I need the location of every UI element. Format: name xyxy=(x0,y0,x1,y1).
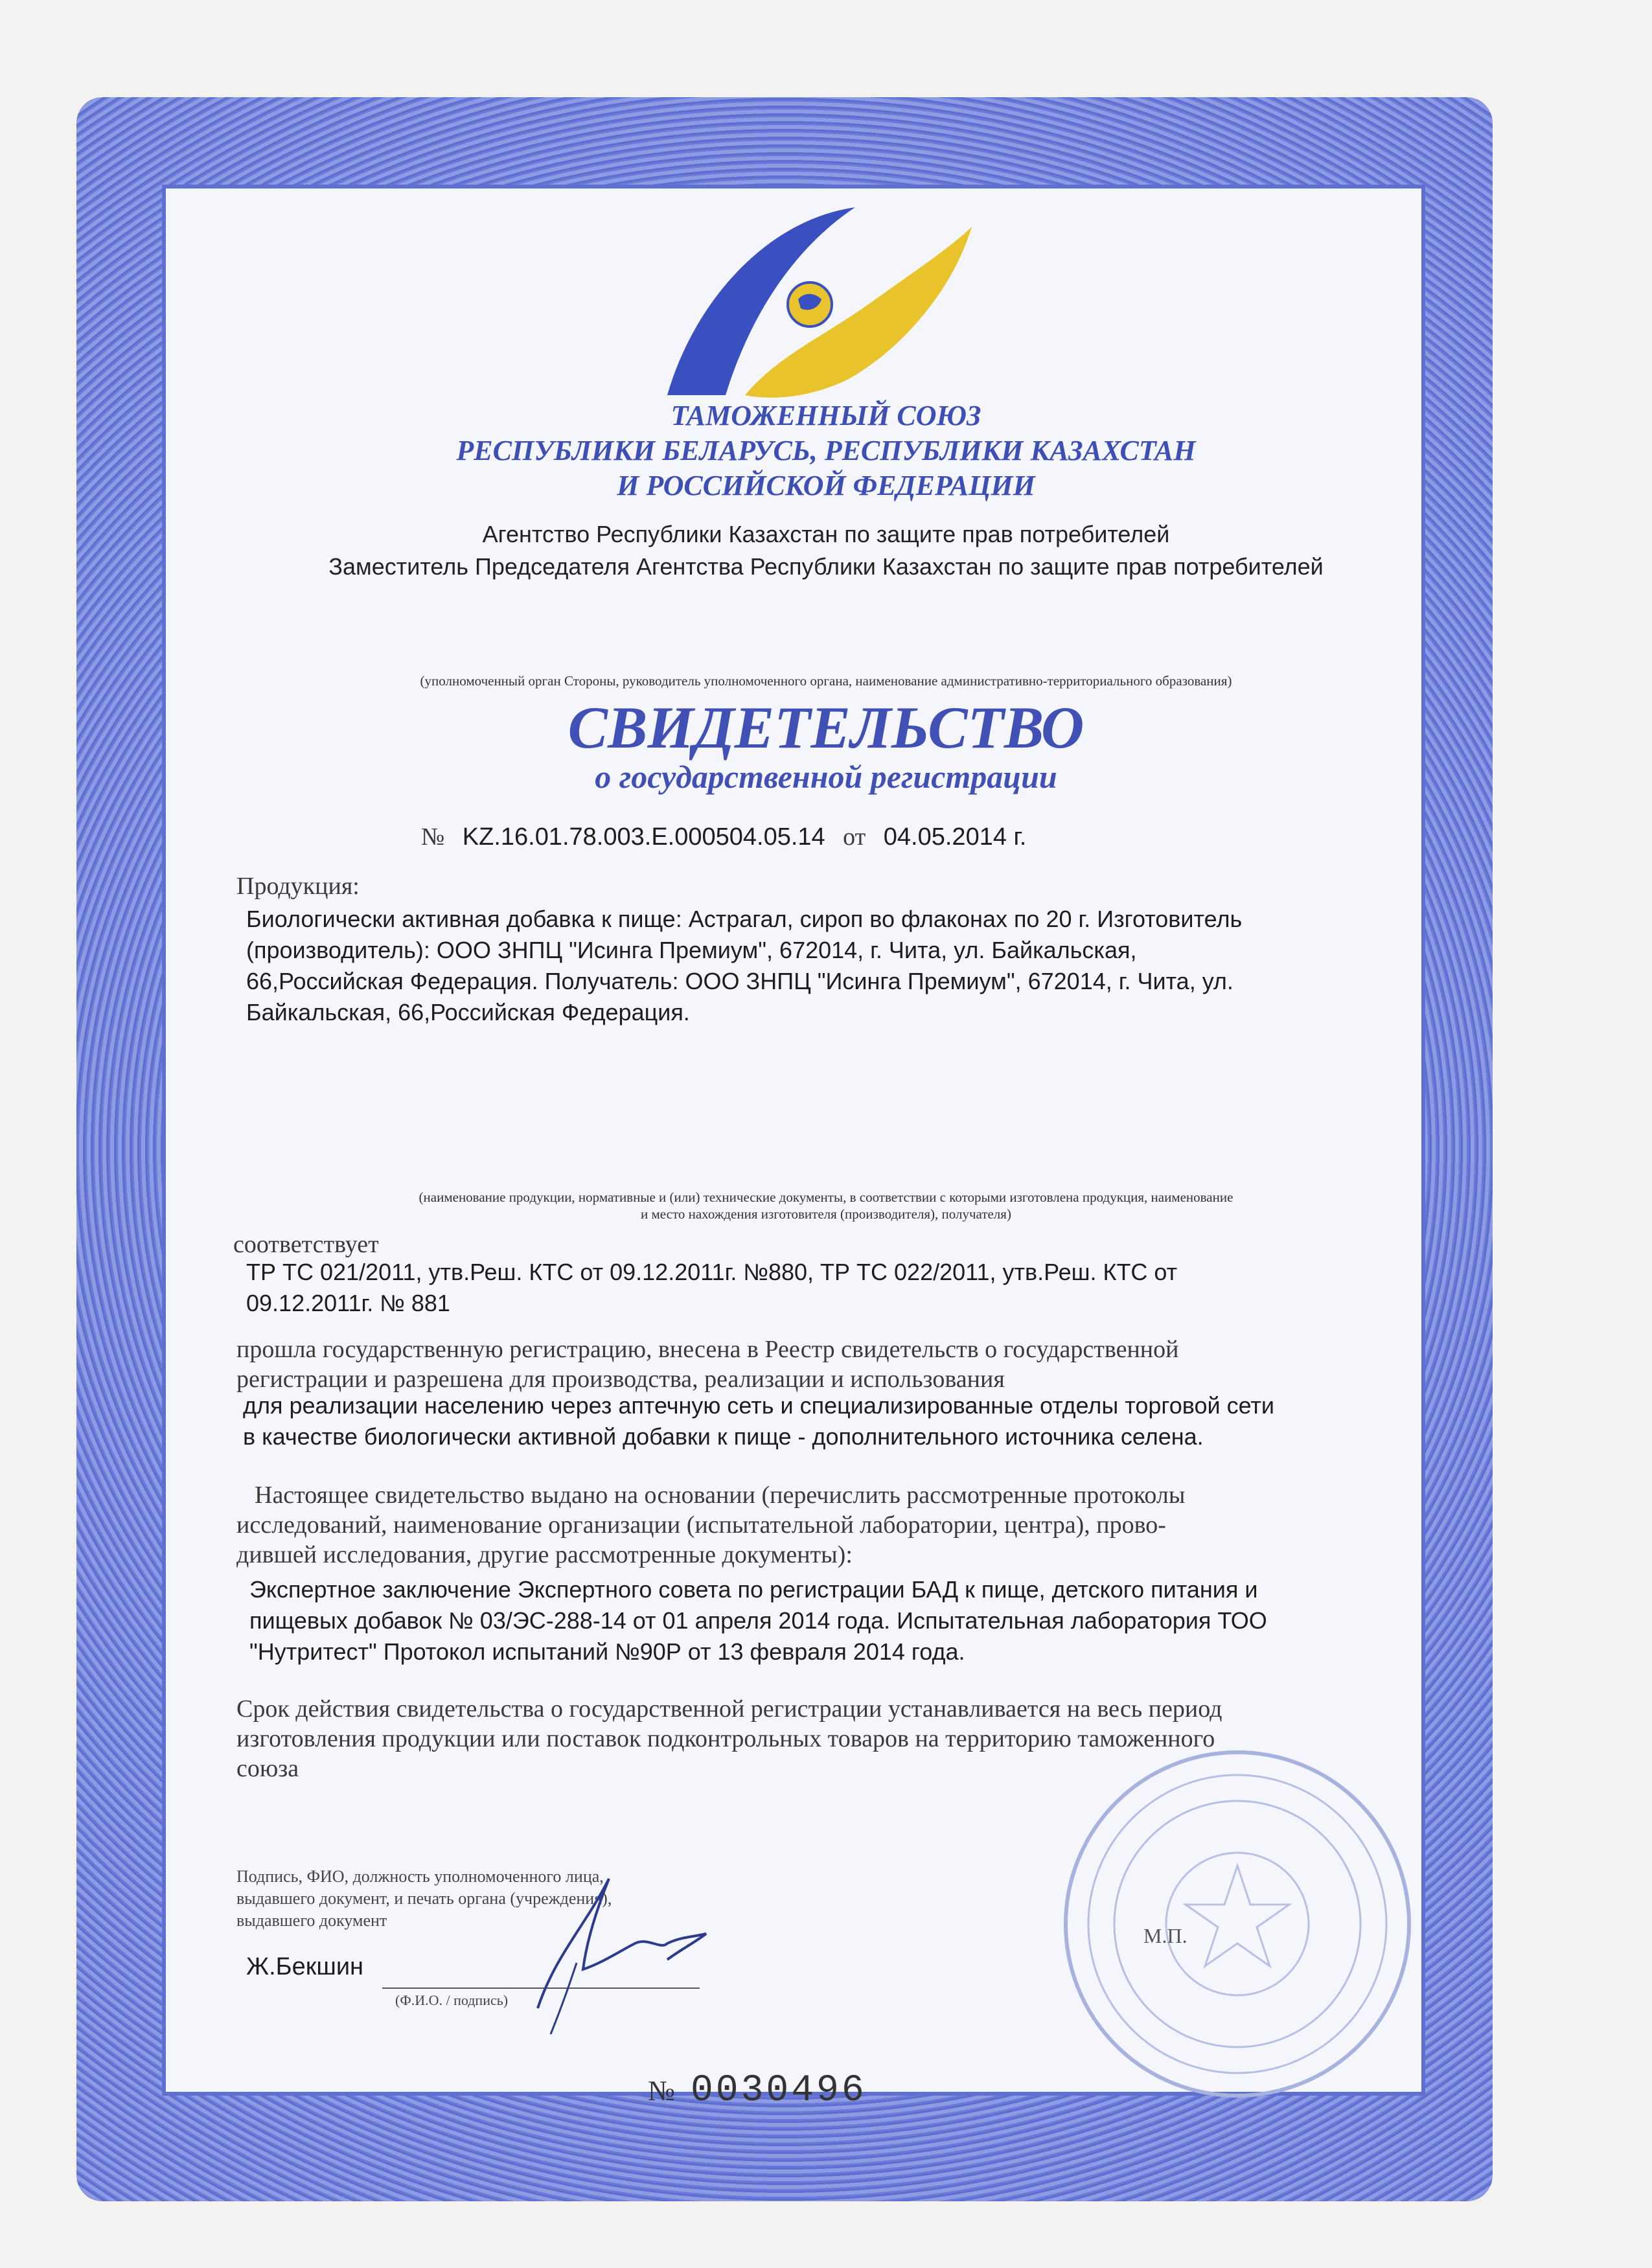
seal-label: М.П. xyxy=(1143,1924,1187,1947)
registration-line xyxy=(421,823,1393,851)
conformity-label: соответствует xyxy=(233,1231,379,1258)
passed-line-2: регистрации и разрешена для производства, реализации и использования xyxy=(236,1366,1005,1393)
basis-line-1: Настоящее свидетельство выдано на основании (перечислить рассмотренные протоколы xyxy=(255,1482,1186,1509)
product-line-2: (производитель): ООО ЗНПЦ "Исинга Премиум", 672014, г. Чита, ул. Байкальская, xyxy=(246,937,1137,963)
basis-line-2: исследований, наименование организации (испытательной лаборатории, центра), прово- xyxy=(236,1511,1166,1539)
agency-caption: (уполномоченный орган Стороны, руководитель уполномоченного органа, наименование административно-территориального образования) xyxy=(420,673,1232,689)
validity-line-3: союза xyxy=(236,1755,299,1782)
signature-label-2: выдавшего документ, и печать органа (учреждения), xyxy=(236,1889,612,1908)
agency-name: Агентство Республики Казахстан по защите прав потребителей xyxy=(482,521,1170,547)
signature-label-3: выдавшего документ xyxy=(236,1911,387,1930)
signature-label-1: Подпись, ФИО, должность уполномоченного лица, xyxy=(236,1867,604,1886)
product-label: Продукция: xyxy=(236,873,360,900)
product-line-4: Байкальская, 66,Российская Федерация. xyxy=(246,999,690,1025)
official-seal xyxy=(1056,1743,1419,2105)
serial-number: 0030496 xyxy=(690,2070,867,2112)
agency-official: Заместитель Председателя Агентства Республики Казахстан по защите прав потребителей xyxy=(328,553,1324,580)
conformity-line-2: 09.12.2011г. № 881 xyxy=(246,1290,450,1316)
registration-date: 04.05.2014 г. xyxy=(883,823,1027,851)
date-from-label: от xyxy=(843,823,866,851)
product-caption-1: (наименование продукции, нормативные и (или) технические документы, в соответствии с которыми изготовлена продукция, наименование xyxy=(419,1189,1233,1205)
product-line-1: Биологически активная добавка к пище: Астрагал, сироп во флаконах по 20 г. Изготовитель xyxy=(246,906,1243,932)
signer-name: Ж.Бекшин xyxy=(246,1953,364,1980)
conformity-line-1: ТР ТС 021/2011, утв.Реш. КТС от 09.12.2011г. №880, ТР ТС 022/2011, утв.Реш. КТС от xyxy=(246,1259,1178,1285)
usage-line-1: для реализации населению через аптечную сеть и специализированные отделы торговой сети xyxy=(243,1392,1275,1419)
customs-union-logo xyxy=(654,201,978,408)
document-subtitle: о государственной регистрации xyxy=(595,759,1057,795)
product-line-3: 66,Российская Федерация. Получатель: ООО ЗНПЦ "Исинга Премиум", 672014, г. Чита, ул. xyxy=(246,968,1233,994)
basis-doc-3: "Нутритест" Протокол испытаний №90Р от 13 февраля 2014 года. xyxy=(249,1638,965,1665)
handwritten-signature xyxy=(473,1840,745,2047)
number-sign: № xyxy=(421,823,445,851)
basis-doc-2: пищевых добавок № 03/ЭС-288-14 от 01 апреля 2014 года. Испытательная лаборатория ТОО xyxy=(249,1607,1267,1634)
basis-doc-1: Экспертное заключение Экспертного совета по регистрации БАД к пище, детского питания и xyxy=(249,1576,1258,1603)
serial-number-sign: № xyxy=(648,2075,675,2107)
serial-number-line xyxy=(648,2070,867,2112)
registration-number: KZ.16.01.78.003.E.000504.05.14 xyxy=(462,823,825,851)
product-caption-2: и место нахождения изготовителя (производителя), получателя) xyxy=(641,1206,1011,1222)
validity-line-1: Срок действия свидетельства о государственной регистрации устанавливается на весь период xyxy=(236,1695,1222,1723)
signature-caption: (Ф.И.О. / подпись) xyxy=(395,1992,509,2008)
passed-line-1: прошла государственную регистрацию, внесена в Реестр свидетельств о государственной xyxy=(236,1336,1179,1363)
union-line-1: ТАМОЖЕННЫЙ СОЮЗ xyxy=(671,400,981,431)
union-line-2: РЕСПУБЛИКИ БЕЛАРУСЬ, РЕСПУБЛИКИ КАЗАХСТАН xyxy=(456,435,1196,466)
validity-line-2: изготовления продукции или поставок подконтрольных товаров на территорию таможенного xyxy=(236,1725,1215,1752)
basis-line-3: дившей исследования, другие рассмотренные документы): xyxy=(236,1541,853,1568)
document-title: СВИДЕТЕЛЬСТВО xyxy=(568,694,1084,761)
usage-line-2: в качестве биологически активной добавки к пище - дополнительного источника селена. xyxy=(243,1423,1204,1450)
union-line-3: И РОССИЙСКОЙ ФЕДЕРАЦИИ xyxy=(617,470,1035,501)
